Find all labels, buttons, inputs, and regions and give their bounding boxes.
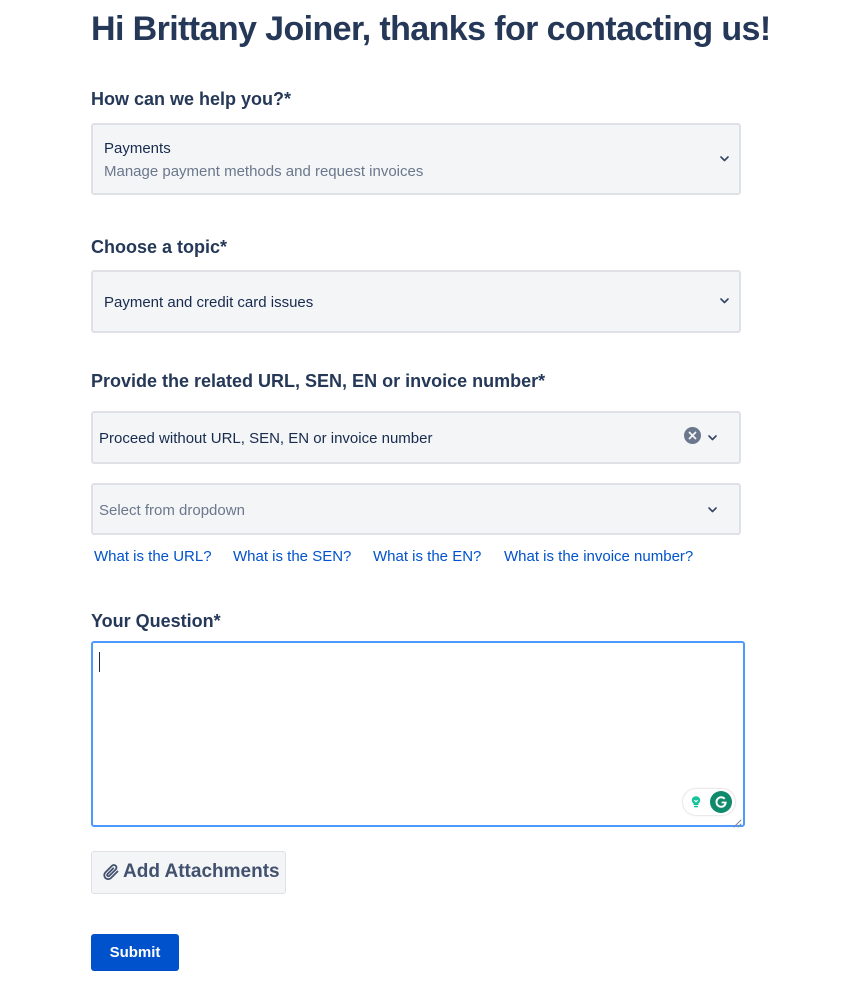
grammarly-icon[interactable] xyxy=(709,790,733,814)
add-attachments-label: Add Attachments xyxy=(123,861,280,882)
text-caret xyxy=(99,652,100,672)
question-textarea[interactable] xyxy=(93,643,743,825)
add-attachments-button[interactable] xyxy=(91,851,286,894)
reference-dropdown-placeholder: Select from dropdown xyxy=(99,502,245,519)
what-is-sen-link[interactable]: What is the SEN? xyxy=(233,548,352,565)
chevron-down-icon xyxy=(719,296,729,306)
page-title: Hi Brittany Joiner, thanks for contacting us! xyxy=(91,10,771,48)
help-category-selected-description: Manage payment methods and request invoices xyxy=(104,163,424,180)
help-category-select[interactable] xyxy=(91,123,741,195)
topic-select[interactable] xyxy=(91,270,741,333)
question-textarea-container xyxy=(91,641,745,827)
clear-selection-icon[interactable] xyxy=(684,427,701,444)
submit-button[interactable]: Submit xyxy=(91,934,179,971)
topic-selected-value: Payment and credit card issues xyxy=(104,294,314,311)
reference-select[interactable] xyxy=(91,411,741,464)
paperclip-icon xyxy=(102,863,122,883)
topic-label: Choose a topic* xyxy=(91,237,228,257)
what-is-en-link[interactable]: What is the EN? xyxy=(373,548,482,565)
what-is-url-link[interactable]: What is the URL? xyxy=(94,548,212,565)
resize-handle-icon[interactable] xyxy=(733,815,742,824)
help-category-label: How can we help you?* xyxy=(91,89,292,109)
reference-dropdown[interactable] xyxy=(91,483,741,535)
chevron-down-icon xyxy=(719,154,729,164)
reference-selected-value: Proceed without URL, SEN, EN or invoice number xyxy=(99,430,433,447)
chevron-down-icon xyxy=(707,433,717,443)
help-category-selected-title: Payments xyxy=(104,140,171,157)
question-label: Your Question* xyxy=(91,611,221,631)
lightbulb-icon[interactable] xyxy=(687,793,705,811)
reference-label: Provide the related URL, SEN, EN or invoice number* xyxy=(91,371,546,391)
chevron-down-icon xyxy=(707,505,717,515)
what-is-invoice-number-link[interactable]: What is the invoice number? xyxy=(504,548,694,565)
grammarly-widget[interactable] xyxy=(683,789,735,815)
